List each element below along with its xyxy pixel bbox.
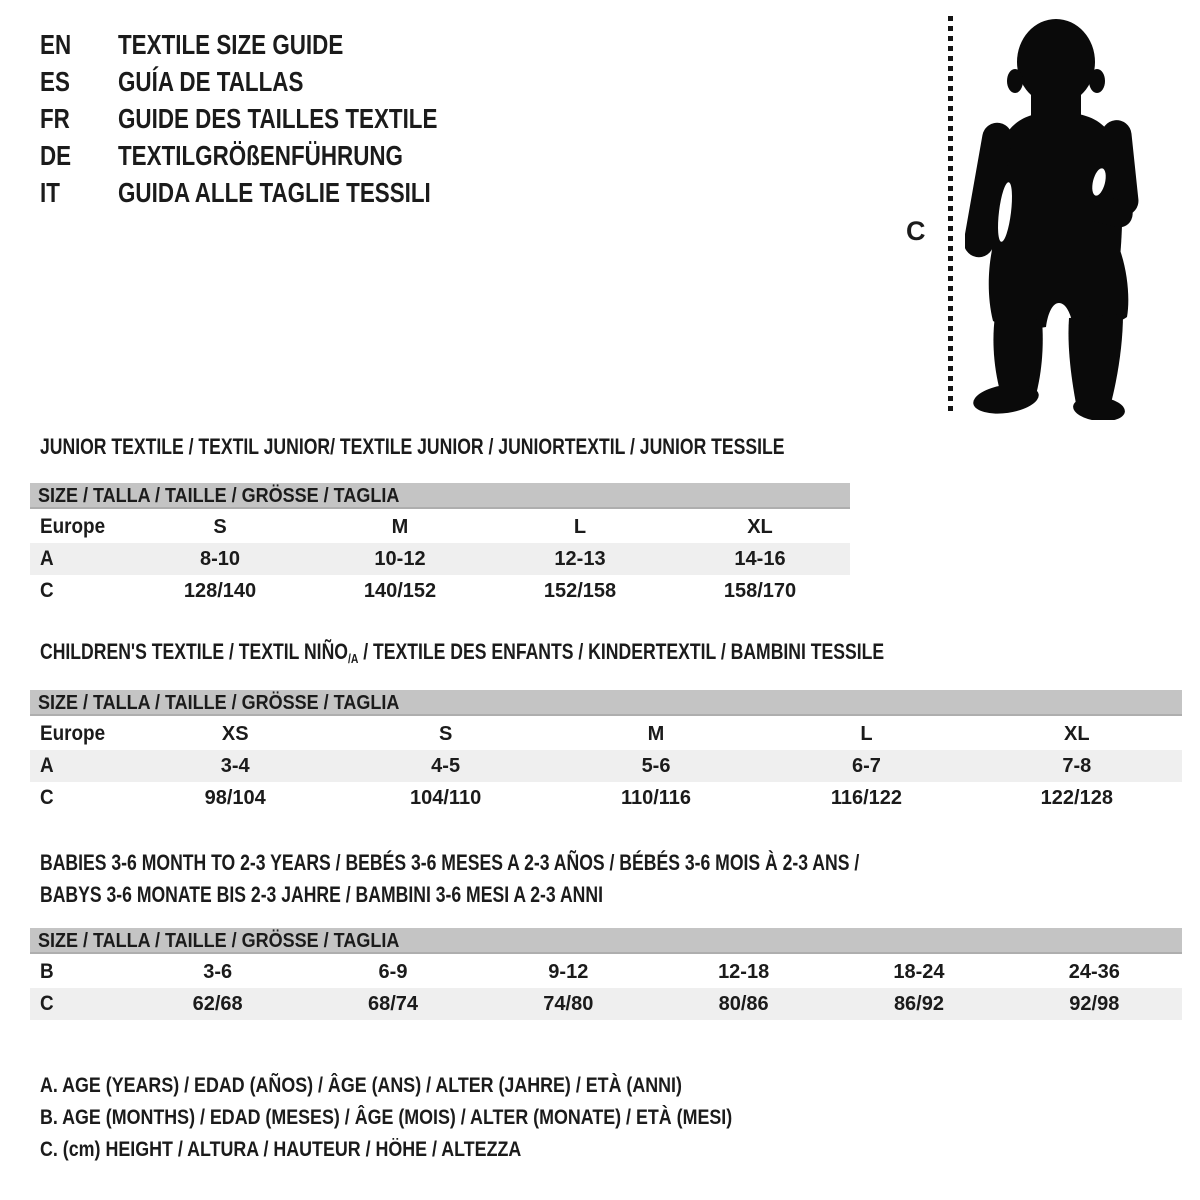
row-label: C [40,992,54,1015]
size-header-label: SIZE / TALLA / TAILLE / GRÖSSE / TAGLIA [38,485,400,507]
children-section-title-text: CHILDREN'S TEXTILE / TEXTIL $NIÑO_{/A}$ / TEXTILE DES ENFANTS / KINDERTEXTIL / BAMBINI TESSILE [40,639,885,666]
babies-title-line-2: BABYS 3-6 MONATE BIS 2-3 JAHRE / BAMBINI 3-6 MESI A 2-3 ANNI [40,882,603,907]
size-cell: L [573,516,587,538]
lang-title: GUIDA ALLE TAGLIE TESSILI [118,177,431,208]
height-measure-dashed-line [948,16,953,416]
age-cell: 24-36 [1068,961,1120,983]
height-cell: 98/104 [204,787,266,809]
age-cell: 5-6 [641,755,671,777]
lang-title: TEXTILE SIZE GUIDE [118,29,344,60]
lang-row-en [40,26,517,63]
lang-row-es [40,63,517,100]
table-row [30,782,1182,814]
age-cell: 8-10 [199,548,241,570]
size-cell: S [213,516,227,538]
age-cell: 6-7 [851,755,881,777]
row-label: A [40,547,54,570]
babies-section-title [40,847,1064,911]
size-cell: M [647,723,665,745]
age-cell: 4-5 [431,755,461,777]
age-cell: 12-13 [554,548,606,570]
legend-line-b: B. AGE (MONTHS) / EDAD (MESES) / ÂGE (MOIS) / ALTER (MONATE) / ETÀ (MESI) [40,1106,733,1129]
height-cell: 68/74 [367,993,419,1015]
size-cell: S [438,723,453,745]
language-title-list [40,26,517,211]
size-header-bar [30,483,850,509]
lang-row-fr [40,100,517,137]
size-cell: XS [221,723,249,745]
size-header-label: SIZE / TALLA / TAILLE / GRÖSSE / TAGLIA [38,692,400,714]
table-row [30,988,1182,1020]
lang-title: GUÍA DE TALLAS [118,66,304,97]
height-measure-label: C [906,216,926,246]
age-cell: 7-8 [1062,755,1092,777]
lang-code: ES [40,66,70,97]
height-cell: 74/80 [543,993,594,1015]
height-cell: 152/158 [543,580,617,602]
lang-title: TEXTILGRÖßENFÜHRUNG [118,140,403,171]
height-cell: 128/140 [183,580,257,602]
size-cell: L [860,723,873,745]
children-section-title [40,639,1095,672]
table-row [30,956,1182,988]
lang-code: EN [40,29,72,60]
lang-code: IT [40,177,60,208]
table-row [30,750,1182,782]
junior-section-title [40,434,971,460]
size-cell: M [391,516,409,538]
size-cell: XL [747,516,773,538]
children-size-table [30,690,1182,814]
age-cell: 10-12 [374,548,426,570]
age-cell: 9-12 [548,961,589,983]
row-label: A [40,754,54,777]
row-label: Europe [40,722,106,745]
table-row [30,543,850,575]
height-cell: 62/68 [192,993,243,1015]
row-label: Europe [40,515,106,538]
size-header-bar [30,690,1182,716]
row-label: C [40,579,54,602]
row-label: C [40,786,54,809]
height-cell: 140/152 [363,580,437,602]
size-header-bar [30,928,1182,954]
lang-title: GUIDE DES TAILLES TEXTILE [118,103,438,134]
toddler-silhouette [965,16,1143,420]
legend-line-c: C. (cm) HEIGHT / ALTURA / HAUTEUR / HÖHE / ALTEZZA [40,1138,522,1161]
babies-size-table [30,928,1182,1020]
height-cell: 80/86 [718,993,769,1015]
age-cell: 18-24 [893,961,945,983]
age-cell: 12-18 [718,961,770,983]
table-row [30,575,850,607]
age-cell: 3-6 [203,961,233,983]
size-header-label: SIZE / TALLA / TAILLE / GRÖSSE / TAGLIA [38,930,400,952]
lang-code: FR [40,103,70,134]
legend [40,1070,854,1166]
table-row [30,718,1182,750]
age-cell: 14-16 [734,548,786,570]
size-cell: XL [1064,723,1090,745]
height-cell: 116/122 [830,787,903,809]
height-cell: 92/98 [1069,993,1120,1015]
height-cell: 158/170 [723,580,797,602]
junior-size-table [30,483,850,607]
age-cell: 3-4 [220,755,250,777]
legend-line-a: A. AGE (YEARS) / EDAD (AÑOS) / ÂGE (ANS) / ALTER (JAHRE) / ETÀ (ANNI) [40,1074,682,1097]
height-cell: 86/92 [893,993,944,1015]
table-row [30,511,850,543]
age-cell: 6-9 [378,961,408,983]
title-subscript: /A [347,651,359,666]
lang-code: DE [40,140,72,171]
row-label: B [40,960,54,983]
lang-row-it [40,174,517,211]
lang-row-de [40,137,517,174]
height-cell: 104/110 [410,787,482,809]
babies-title-line-1: BABIES 3-6 MONTH TO 2-3 YEARS / BEBÉS 3-6 MESES A 2-3 AÑOS / BÉBÉS 3-6 MOIS À 2-3 ANS / [40,850,860,875]
junior-section-title-text: JUNIOR TEXTILE / TEXTIL JUNIOR/ TEXTILE JUNIOR / JUNIORTEXTIL / JUNIOR TESSILE [40,434,785,459]
height-cell: 110/116 [620,787,692,809]
height-cell: 122/128 [1040,787,1113,809]
